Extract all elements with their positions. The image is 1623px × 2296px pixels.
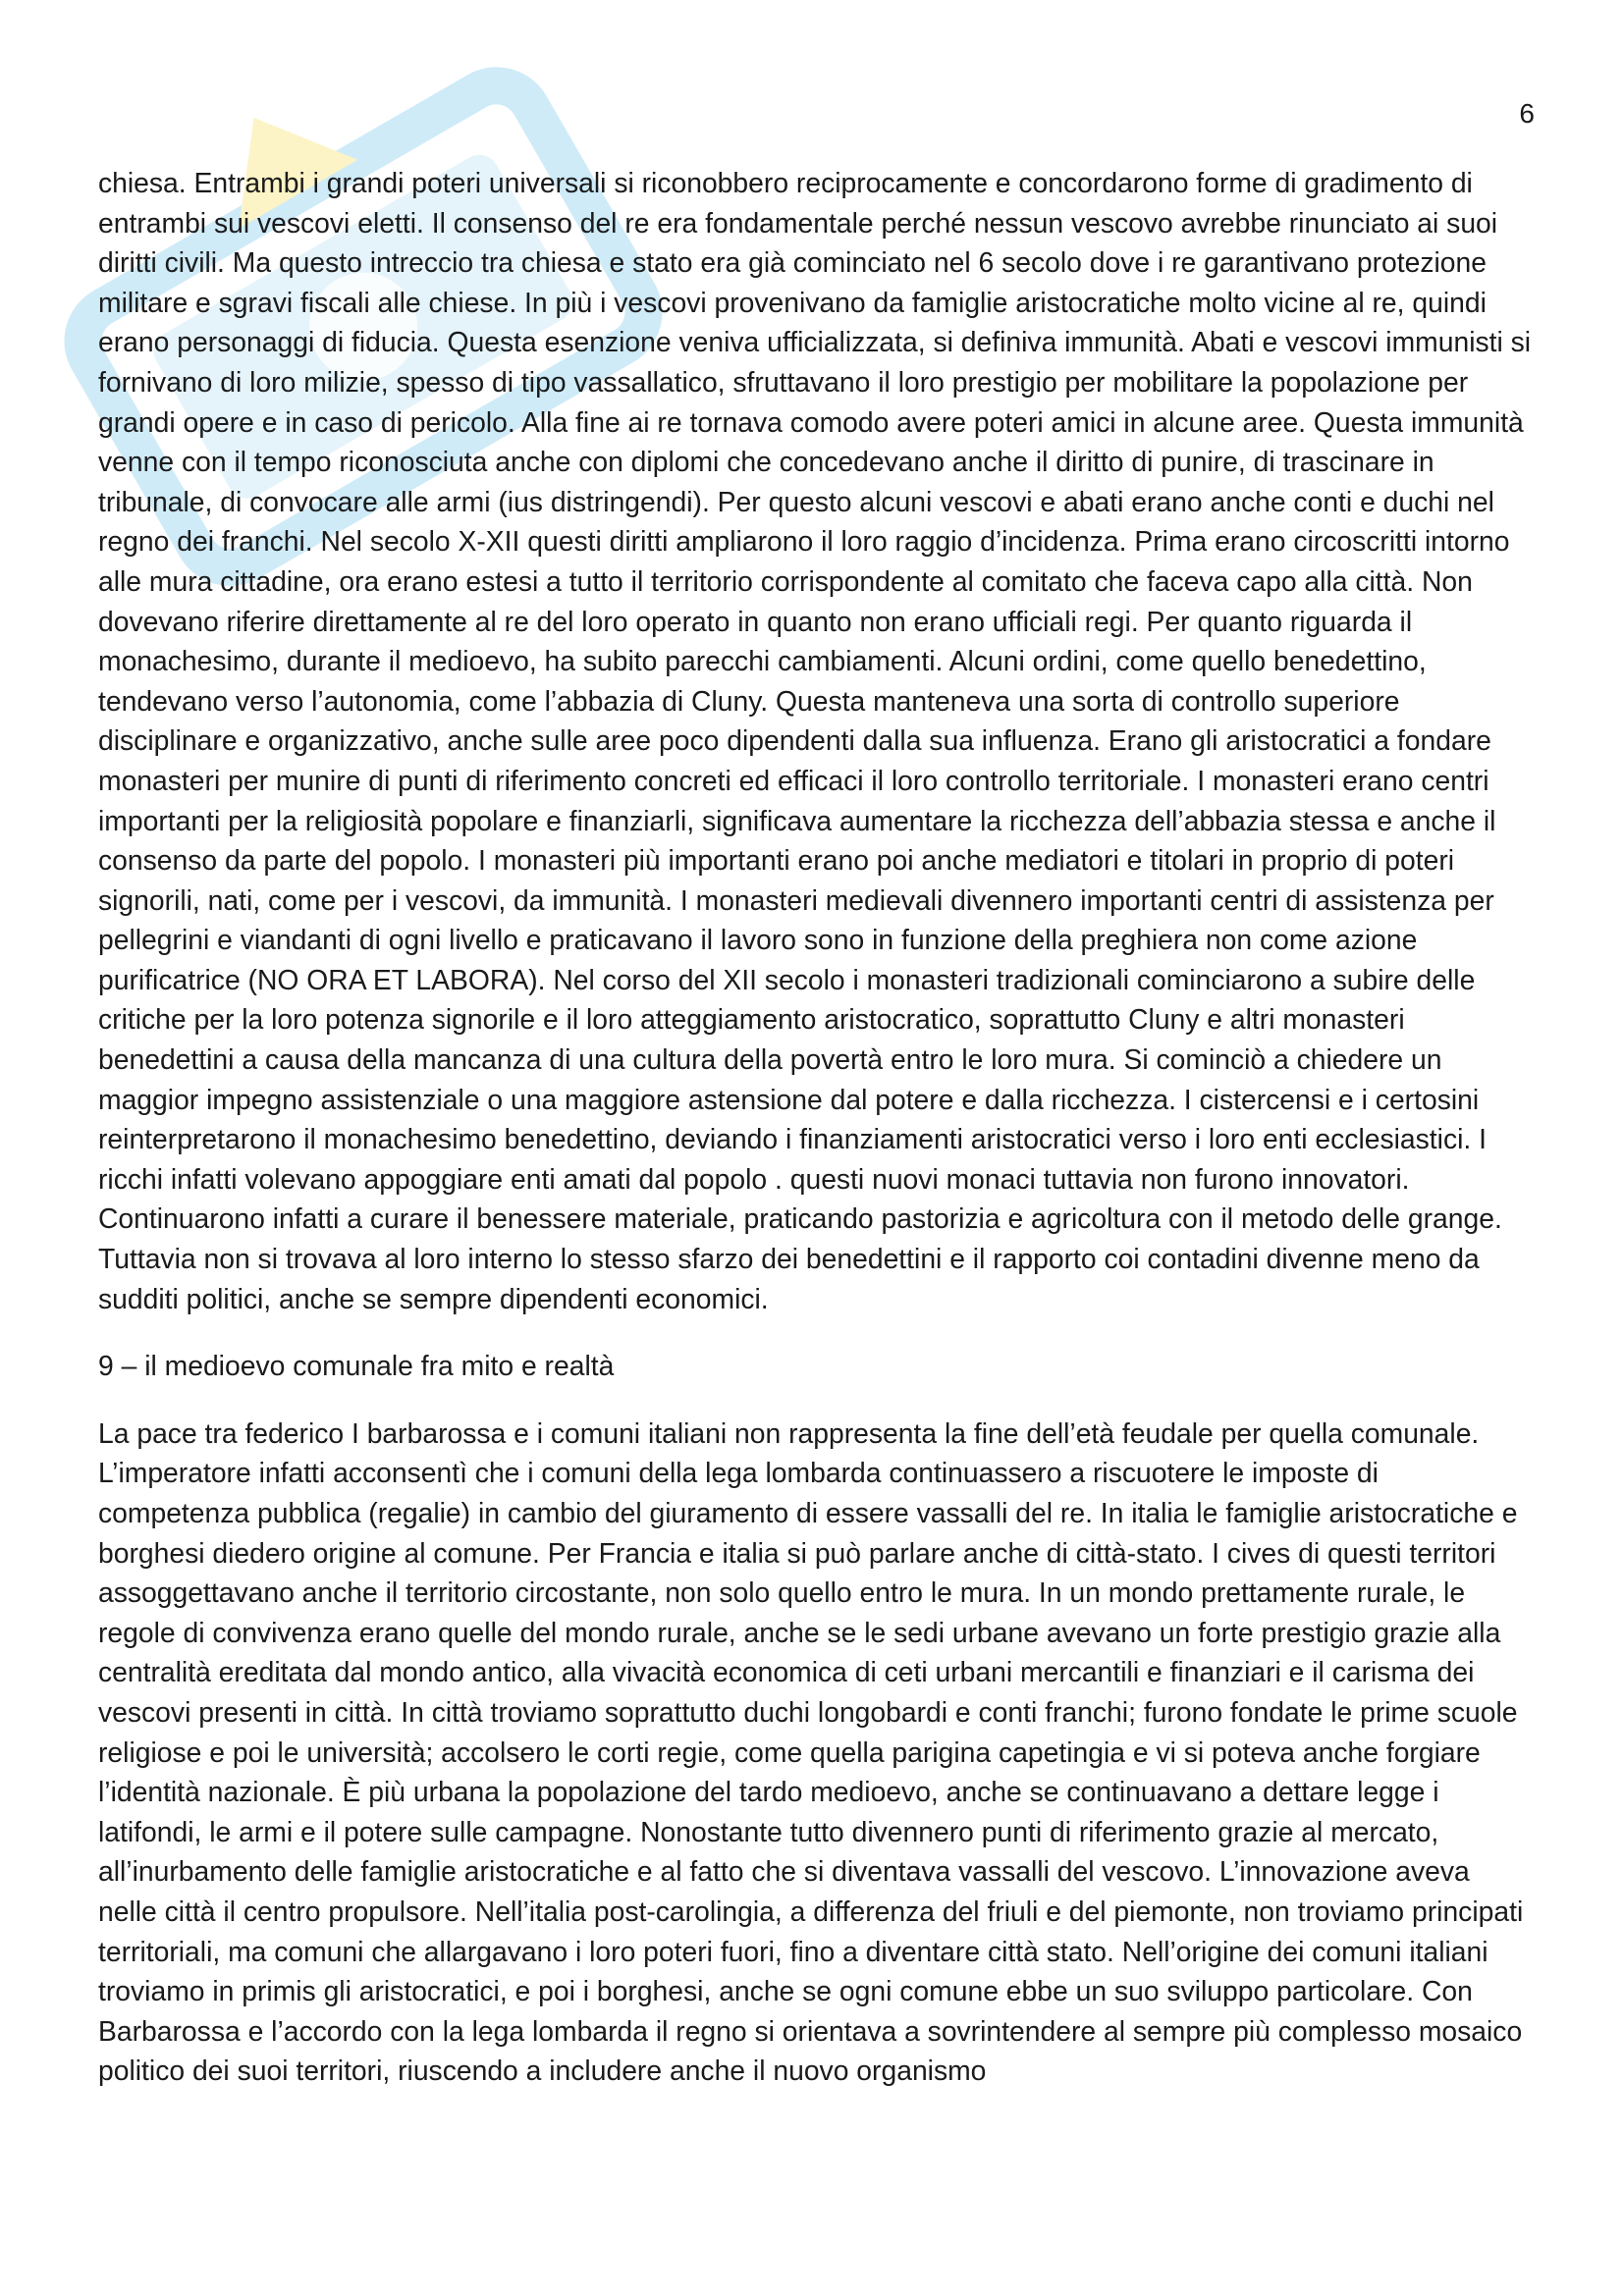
page-number: 6 [1519,98,1535,129]
document-body [98,163,1532,2091]
section-heading: 9 – il medioevo comunale fra mito e realtà [98,1350,615,1382]
body-paragraph: La pace tra federico I barbarossa e i comuni italiani non rappresenta la fine dell’età feudale per quella comunale. L’imperatore infatti acconsentì che i comuni della lega lombarda continuassero a riscuotere le imposte di competenza pubblica (regalie) in cambio del giuramento di essere vassalli del re. In italia le famiglie aristocratiche e borghesi diedero origine al comune. Per Francia e italia si può parlare anche di città-stato. I cives di questi territori assoggettavano anche il territorio circostante, non solo quello entro le mura. In un mondo prettamente rurale, le regole di convivenza erano quelle del mondo rurale, anche se le sedi urbane avevano un forte prestigio grazie alla centralità ereditata dal mondo antico, alla vivacità economica di ceti urbani mercantili e finanziari e il carisma dei vescovi presenti in città. In città troviamo soprattutto duchi longobardi e conti franchi; furono fondate le prime scuole religiose e poi le università; accolsero le corti regie, come quella parigina capetingia e vi si poteva anche forgiare l’identità nazionale. È più urbana la popolazione del tardo medioevo, anche se continuavano a dettare legge i latifondi, le armi e il potere sulle campagne. Nonostante tutto divennero punti di riferimento grazie al mercato, all’inurbamento delle famiglie aristocratiche e al fatto che si diventava vassalli del vescovo. L’innovazione aveva nelle città il centro propulsore. Nell’italia post-carolingia, a differenza del friuli e del piemonte, non troviamo principati territoriali, ma comuni che allargavano i loro poteri fuori, fino a diventare città stato. Nell’origine dei comuni italiani troviamo in primis gli aristocratici, e poi i borghesi, anche se ogni comune ebbe un suo sviluppo particolare. Con Barbarossa e l’accordo con la lega lombarda il regno si orientava a sovrintendere al sempre più complesso mosaico politico dei suoi territori, riuscendo a includere anche il nuovo organismo [98,1416,1524,2087]
body-paragraph: chiesa. Entrambi i grandi poteri universali si riconobbero reciprocamente e concordarono forme di gradimento di entrambi sui vescovi eletti. Il consenso del re era fondamentale perché nessun vescovo avrebbe rinunciato ai suoi diritti civili. Ma questo intreccio tra chiesa e stato era già cominciato nel 6 secolo dove i re garantivano protezione militare e sgravi fiscali alle chiese. In più i vescovi provenivano da famiglie aristocratiche molto vicine al re, quindi erano personaggi di fiducia. Questa esenzione veniva ufficializzata, si definiva immunità. Abati e vescovi immunisti si fornivano di loro milizie, spesso di tipo vassallatico, sfruttavano il loro prestigio per mobilitare la popolazione per grandi opere e in caso di pericolo. Alla fine ai re tornava comodo avere poteri amici in alcune aree. Questa immunità venne con il tempo riconosciuta anche con diplomi che concedevano anche il diritto di punire, di trascinare in tribunale, di convocare alle armi (ius distringendi). Per questo alcuni vescovi e abati erano anche conti e duchi nel regno dei franchi. Nel secolo X-XII questi diritti ampliarono il loro raggio d’incidenza. Prima erano circoscritti intorno alle mura cittadine, ora erano estesi a tutto il territorio corrispondente al comitato che faceva capo alla città. Non dovevano riferire direttamente al re del loro operato in quanto non erano ufficiali regi. Per quanto riguarda il monachesimo, durante il medioevo, ha subito parecchi cambiamenti. Alcuni ordini, come quello benedettino, tendevano verso l’autonomia, come l’abbazia di Cluny. Questa manteneva una sorta di controllo superiore disciplinare e organizzativo, anche sulle aree poco dipendenti dalla sua influenza. Erano gli aristocratici a fondare monasteri per munire di punti di riferimento concreti ed efficaci il loro controllo territoriale. I monasteri erano centri importanti per la religiosità popolare e finanziarli, significava aumentare la ricchezza dell’abbazia stessa e anche il consenso da parte del popolo. I monasteri più importanti erano poi anche mediatori e titolari in proprio di poteri signorili, nati, come per i vescovi, da immunità. I monasteri medievali divennero importanti centri di assistenza per pellegrini e viandanti di ogni livello e praticavano il lavoro sono in funzione della preghiera non come azione purificatrice (NO ORA ET LABORA). Nel corso del XII secolo i monasteri tradizionali cominciarono a subire delle critiche per la loro potenza signorile e il loro atteggiamento aristocratico, soprattutto Cluny e altri monasteri benedettini a causa della mancanza di una cultura della povertà entro le loro mura. Si cominciò a chiedere un maggior impegno assistenziale o una maggiore astensione dal potere e dalla ricchezza. I cistercensi e i certosini reinterpretarono il monachesimo benedettino, deviando i finanziamenti aristocratici verso i loro enti ecclesiastici. I ricchi infatti volevano appoggiare enti amati dal popolo . questi nuovi monaci tuttavia non furono innovatori. Continuarono infatti a curare il benessere materiale, praticando pastorizia e agricoltura con il metodo delle grange. Tuttavia non si trovava al loro interno lo stesso sfarzo dei benedettini e il rapporto coi contadini divenne meno da sudditi politici, anche se sempre dipendenti economici. [98,167,1532,1314]
